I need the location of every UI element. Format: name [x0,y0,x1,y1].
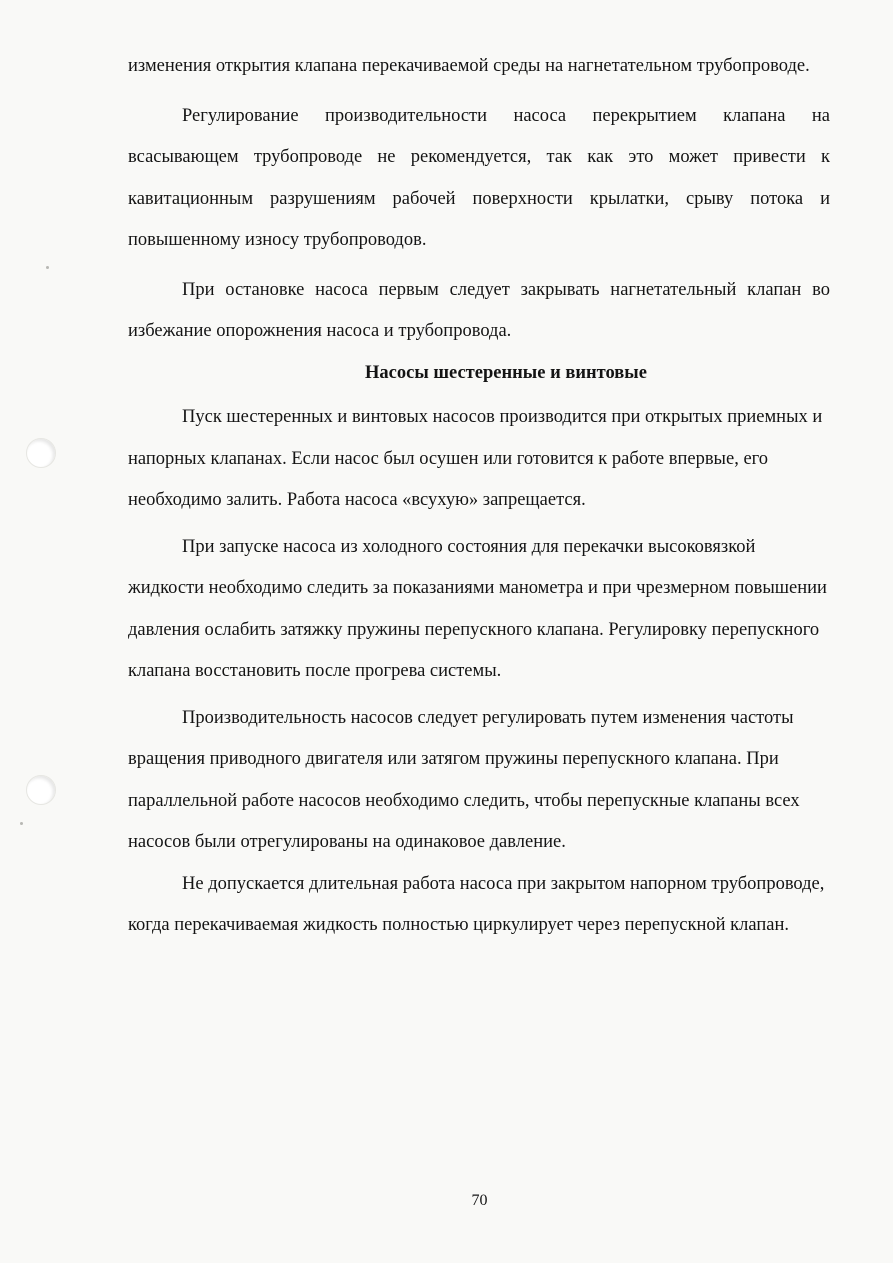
paragraph-3: При остановке насоса первым следует закрывать нагнетательный клапан во избежание опорожнения насоса и трубопровода. [128,279,830,341]
punch-hole-top [26,438,56,468]
section-heading: Насосы шестеренные и винтовые [365,362,647,383]
scan-speck [20,822,23,825]
scan-speck [46,266,49,269]
body-text [128,46,830,947]
paragraph-5: При запуске насоса из холодного состояния для перекачки высоковязкой жидкости необходимо следить за показаниями манометра и при чрезмерном повышении давления ослабить затяжку пружины перепускного клапана. Регулировку перепускного клапана восстановить после прогрева системы. [128,536,827,681]
paragraph-7: Не допускается длительная работа насоса при закрытом напорном трубопроводе, когда перекачиваемая жидкость полностью циркулирует через перепускной клапан. [128,873,825,935]
paragraph-2: Регулирование производительности насоса перекрытием клапана на всасывающем трубопроводе не рекомендуется, так как это может привести к кавитационным разрушениям рабочей поверхности крылатки, срыву потока и повышенному износу трубопроводов. [128,105,830,250]
paragraph-1: изменения открытия клапана перекачиваемой среды на нагнетательном трубопроводе. [128,56,810,76]
punch-hole-bottom [26,775,56,805]
paragraph-4: Пуск шестеренных и винтовых насосов производится при открытых приемных и напорных клапанах. Если насос был осушен или готовится к работе впервые, его необходимо залить. Работа насоса «всухую» запрещается. [128,407,823,510]
paragraph-6: Производительность насосов следует регулировать путем изменения частоты вращения приводного двигателя или затягом пружины перепускного клапана. При параллельной работе насосов необходимо следить, чтобы перепускные клапаны всех насосов были отрегулированы на одинаковое давление. [128,707,800,852]
page-number: 70 [471,1192,488,1209]
